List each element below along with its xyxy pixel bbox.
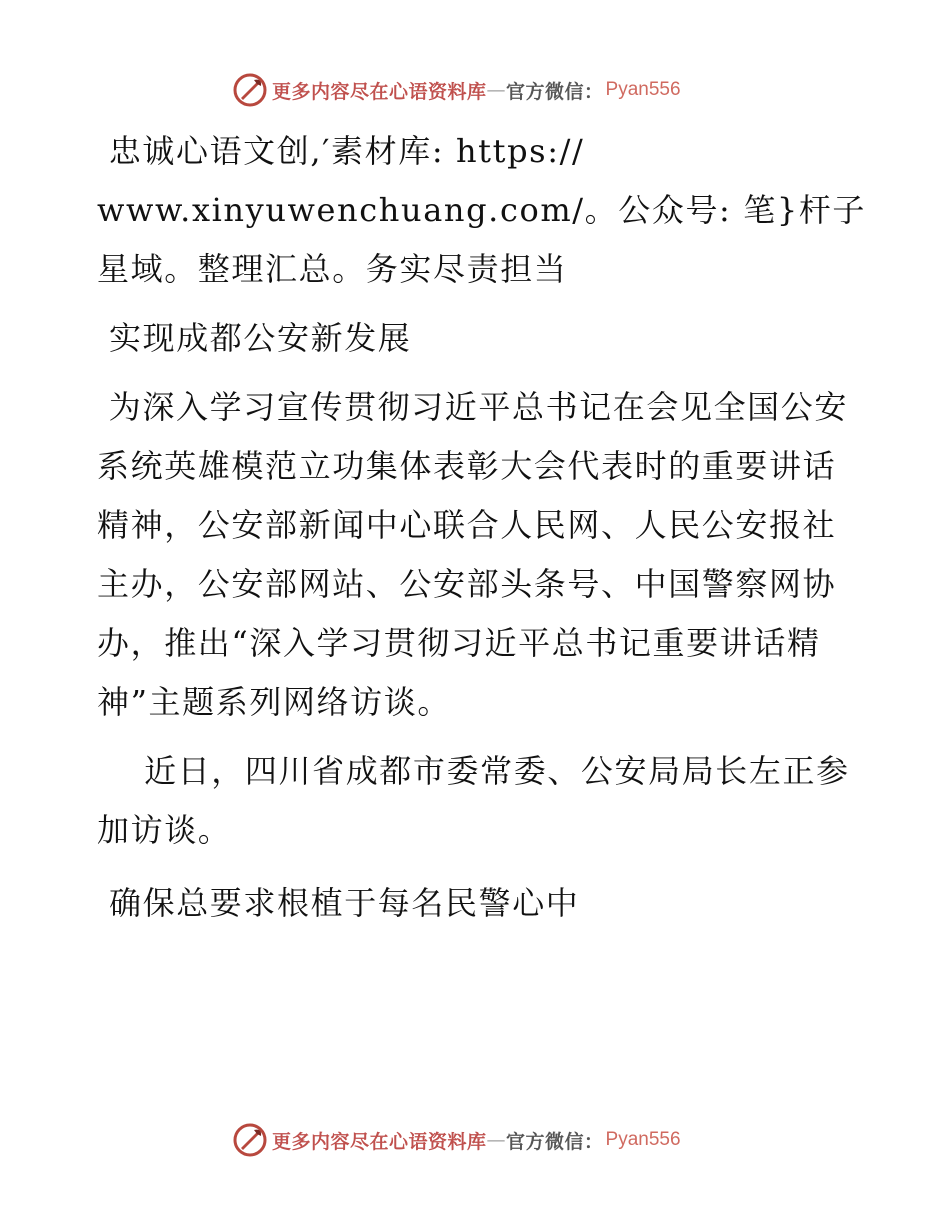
header-banner [232, 70, 681, 110]
banner-dash: — [486, 79, 507, 101]
banner-wechat-label: 官方微信： [506, 80, 604, 103]
intro-paragraph: 忠诚心语文创,′素材库: https:// www.xinyuwenchuang.com/。公众号: 笔}杆子星域。整理汇总。务实尽责担当 [97, 132, 866, 288]
footer-wechat-id: Pyan556 [605, 1129, 681, 1150]
footer-dash: — [486, 1129, 507, 1151]
banner-wechat-id: Pyan556 [605, 79, 681, 100]
footer-slogan: 更多内容尽在心语资料库 [272, 1130, 487, 1153]
section-heading-1: 实现成都公安新发展 [109, 319, 412, 357]
quill-logo-icon [232, 72, 268, 108]
document-body [97, 122, 867, 933]
footer-banner [232, 1120, 681, 1160]
body-paragraph-1: 为深入学习宣传贯彻习近平总书记在会见全国公安系统英雄模范立功集体表彰大会代表时的重要讲话精神，公安部新闻中心联合人民网、人民公安报社主办，公安部网站、公安部头条号、中国警察网协办，推出“深入学习贯彻习近平总书记重要讲话精神”主题系列网络访谈。 [97, 388, 848, 721]
banner-slogan: 更多内容尽在心语资料库 [272, 80, 487, 103]
quill-logo-icon [232, 1122, 268, 1158]
body-paragraph-2: 近日，四川省成都市委常委、公安局局长左正参加访谈。 [97, 752, 850, 849]
section-heading-2: 确保总要求根植于每名民警心中 [109, 884, 580, 922]
footer-wechat-label: 官方微信： [506, 1130, 604, 1153]
